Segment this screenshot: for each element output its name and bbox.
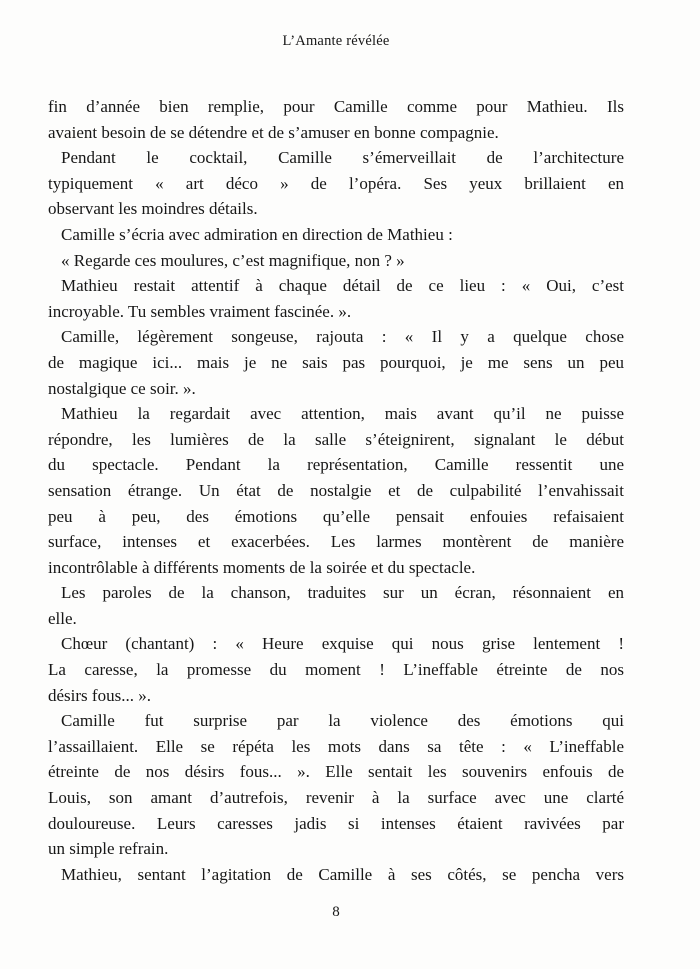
text-line: de magique ici... mais je ne sais pas pourquoi, je me sens un peu	[48, 352, 624, 372]
page-text-block	[48, 94, 624, 887]
text-line: Camille fut surprise par la violence des émotions qui	[61, 711, 624, 731]
text-line: étreinte de nos désirs fous... ». Elle sentait les souvenirs enfouis de	[48, 762, 624, 782]
text-line: désirs fous... ».	[48, 685, 151, 705]
running-header: L’Amante révélée	[282, 33, 390, 49]
text-line: nostalgique ce soir. ».	[48, 378, 196, 398]
text-line: sensation étrange. Un état de nostalgie et de culpabilité l’envahissait	[48, 480, 624, 500]
text-line: Camille, légèrement songeuse, rajouta : « Il y a quelque chose	[61, 327, 624, 347]
text-line: un simple refrain.	[48, 839, 169, 859]
text-line: observant les moindres détails.	[48, 199, 258, 219]
text-line: Camille s’écria avec admiration en direction de Mathieu :	[61, 224, 453, 244]
text-line: « Regarde ces moulures, c’est magnifique, non ? »	[61, 250, 405, 270]
text-line: avaient besoin de se détendre et de s’amuser en bonne compagnie.	[48, 122, 499, 142]
paragraph	[48, 94, 624, 145]
text-line: Louis, son amant d’autrefois, revenir à la surface avec une clarté	[48, 788, 624, 808]
paragraph	[48, 145, 624, 222]
text-line: Chœur (chantant) : « Heure exquise qui nous grise lentement !	[61, 634, 624, 654]
paragraph	[48, 248, 624, 274]
text-line: Les paroles de la chanson, traduites sur un écran, résonnaient en	[61, 583, 624, 603]
text-line: incroyable. Tu sembles vraiment fascinée. ».	[48, 301, 352, 321]
text-line: répondre, les lumières de la salle s’éteignirent, signalant le début	[48, 429, 624, 449]
text-line: Mathieu restait attentif à chaque détail de ce lieu : « Oui, c’est	[61, 276, 624, 296]
text-line: fin d’année bien remplie, pour Camille comme pour Mathieu. Ils	[48, 97, 624, 116]
paragraph	[48, 862, 624, 888]
paragraph	[48, 708, 624, 862]
text-line: du spectacle. Pendant la représentation, Camille ressentit une	[48, 455, 624, 475]
text-line: douloureuse. Leurs caresses jadis si intenses étaient ravivées par	[48, 813, 624, 833]
text-line: Mathieu, sentant l’agitation de Camille à ses côtés, se pencha vers	[61, 864, 624, 884]
paragraph	[48, 401, 624, 580]
paragraph	[48, 273, 624, 324]
paragraph	[48, 580, 624, 631]
text-line: typiquement « art déco » de l’opéra. Ses yeux brillaient en	[48, 173, 624, 193]
text-line: l’assaillaient. Elle se répéta les mots dans sa tête : « L’ineffable	[48, 736, 624, 756]
paragraph	[48, 324, 624, 401]
paragraph	[48, 222, 624, 248]
paragraph	[48, 631, 624, 708]
text-line: incontrôlable à différents moments de la soirée et du spectacle.	[48, 557, 476, 577]
text-line: surface, intenses et exacerbées. Les larmes montèrent de manière	[48, 532, 624, 552]
text-line: Mathieu la regardait avec attention, mais avant qu’il ne puisse	[61, 404, 624, 424]
text-line: La caresse, la promesse du moment ! L’ineffable étreinte de nos	[48, 660, 624, 680]
text-line: peu à peu, des émotions qu’elle pensait enfouies refaisaient	[48, 506, 624, 526]
text-line: elle.	[48, 608, 77, 628]
text-line: Pendant le cocktail, Camille s’émerveillait de l’architecture	[61, 148, 624, 168]
page-number: 8	[332, 904, 340, 920]
